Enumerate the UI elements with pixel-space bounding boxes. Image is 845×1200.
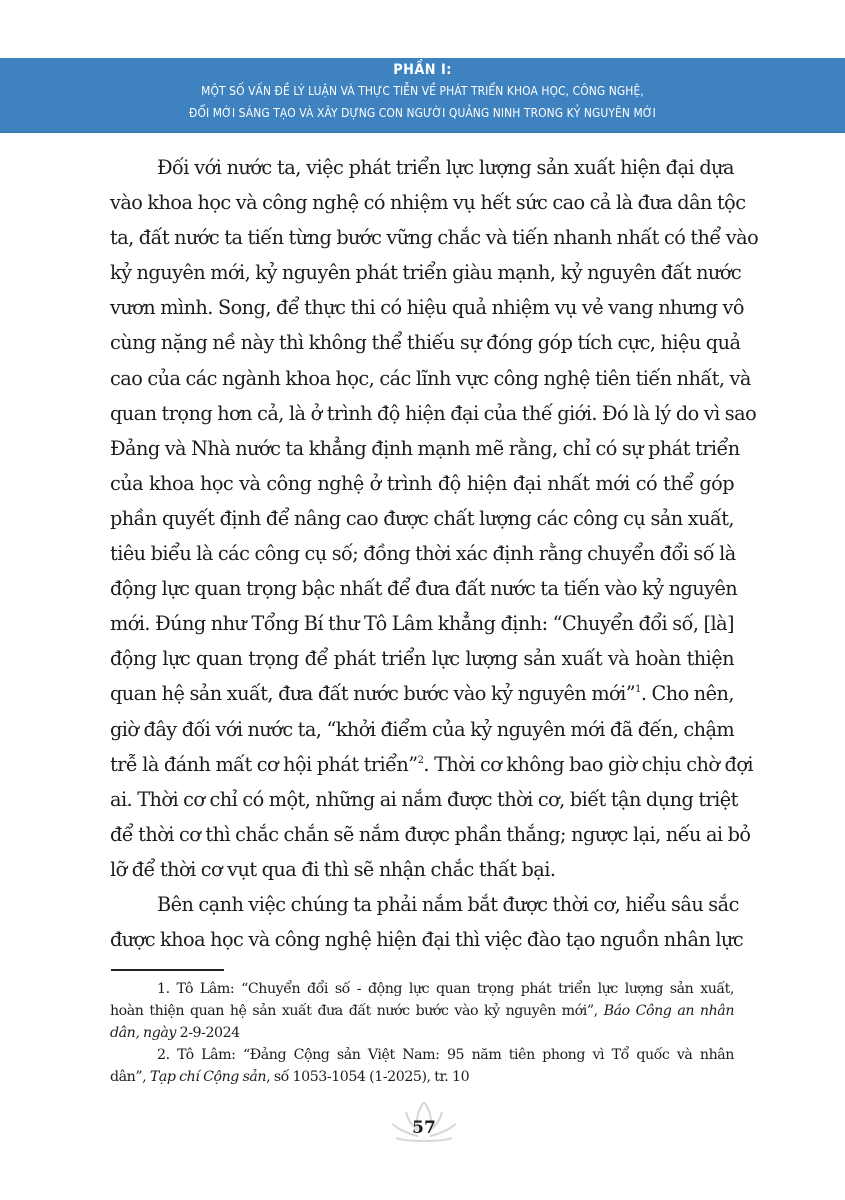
- text-line: mới. Đúng như Tổng Bí thư Tô Lâm khẳng định: “Chuyển đổi số, [là]: [110, 612, 734, 636]
- text-line: ta, đất nước ta tiến từng bước vững chắc và tiến nhanh nhất có thể vào: [110, 226, 759, 250]
- text-run: hoàn thiện quan hệ sản xuất đưa đất nước bước vào kỷ nguyên mới”,: [110, 1003, 604, 1019]
- source-title: dân, ngày: [110, 1025, 176, 1041]
- footnote-line: [110, 1066, 734, 1088]
- text-line: cao của các ngành khoa học, các lĩnh vực công nghệ tiên tiến nhất, và: [110, 366, 751, 390]
- source-title: Tạp chí Cộng sản: [149, 1069, 267, 1085]
- part-label: PHẦN I:: [393, 62, 452, 78]
- text-line: Đối với nước ta, việc phát triển lực lượng sản xuất hiện đại dựa: [157, 156, 734, 179]
- footnote-line: 1. Tô Lâm: “Chuyển đổi số - động lực quan trọng phát triển lực lượng sản xuất,: [157, 981, 734, 997]
- text-run: dân”,: [110, 1069, 150, 1085]
- text-line: quan trọng hơn cả, là ở trình độ hiện đại của thế giới. Đó là lý do vì sao: [110, 401, 757, 425]
- footnote-line: [110, 1000, 734, 1022]
- text-line: giờ đây đối với nước ta, “khởi điểm của kỷ nguyên mới đã đến, chậm: [110, 717, 735, 741]
- footnotes: [110, 978, 734, 1088]
- footnote-ref-2[interactable]: 2: [417, 754, 424, 766]
- text-line: phần quyết định để nâng cao được chất lượng các công cụ sản xuất,: [110, 506, 734, 530]
- footnote-separator: [111, 969, 224, 971]
- text-line: [110, 747, 754, 782]
- source-title: Báo Công an nhân: [603, 1003, 735, 1019]
- body-text: [110, 150, 759, 957]
- source-details: , số 1053-1054 (1-2025), tr. 10: [266, 1069, 470, 1085]
- text-line: cùng nặng nề này thì không thể thiếu sự đóng góp tích cực, hiệu quả: [110, 331, 741, 355]
- footnote-line: [110, 1022, 734, 1044]
- text-line: vươn mình. Song, để thực thi có hiệu quả nhiệm vụ vẻ vang nhưng vô: [110, 296, 744, 320]
- paragraph-2: [110, 887, 744, 957]
- footnote-2: [110, 1044, 734, 1088]
- text-line: lỡ để thời cơ vụt qua đi thì sẽ nhận chắc thất bại.: [110, 857, 556, 881]
- text-line: động lực quan trọng bậc nhất để đưa đất nước ta tiến vào kỷ nguyên: [110, 577, 738, 601]
- text-line: của khoa học và công nghệ ở trình độ hiện đại nhất mới có thể góp: [110, 471, 734, 495]
- footnote-line: 2. Tô Lâm: “Đảng Cộng sản Việt Nam: 95 năm tiên phong vì Tổ quốc và nhân: [157, 1047, 734, 1063]
- text-line: Bên cạnh việc chúng ta phải nắm bắt được thời cơ, hiểu sâu sắc: [157, 892, 739, 916]
- text-line: được khoa học và công nghệ hiện đại thì việc đào tạo nguồn nhân lực: [110, 928, 744, 952]
- text-line: vào khoa học và công nghệ có nhiệm vụ hết sức cao cả là đưa dân tộc: [110, 191, 746, 215]
- text-line: kỷ nguyên mới, kỷ nguyên phát triển giàu mạnh, kỷ nguyên đất nước: [110, 261, 742, 285]
- section-banner: [0, 58, 845, 133]
- text-run: . Thời cơ không bao giờ chịu chờ đợi: [423, 752, 754, 776]
- source-date: 2-9-2024: [175, 1025, 240, 1041]
- page-number: 57: [412, 1118, 436, 1138]
- footnote-1: [110, 978, 734, 1044]
- paragraph-1: [110, 150, 759, 887]
- section-subtitle-line2: ĐỔI MỚI SÁNG TẠO VÀ XÂY DỰNG CON NGƯỜI QUẢNG NINH TRONG KỶ NGUYÊN MỚI: [189, 106, 656, 120]
- text-run: quan hệ sản xuất, đưa đất nước bước vào kỷ nguyên mới”: [110, 682, 636, 706]
- text-line: tiêu biểu là các công cụ số; đồng thời xác định rằng chuyển đổi số là: [110, 542, 736, 566]
- text-line: để thời cơ thì chắc chắn sẽ nắm được phần thắng; ngược lại, nếu ai bỏ: [110, 822, 751, 846]
- section-subtitle-line1: MỘT SỐ VẤN ĐỀ LÝ LUẬN VÀ THỰC TIỄN VỀ PHÁT TRIỂN KHOA HỌC, CÔNG NGHỆ,: [201, 84, 644, 98]
- text-run: . Cho nên,: [640, 682, 734, 706]
- text-line: [110, 676, 734, 711]
- text-line: Đảng và Nhà nước ta khẳng định mạnh mẽ rằng, chỉ có sự phát triển: [110, 436, 740, 460]
- text-run: trễ là đánh mất cơ hội phát triển”: [110, 752, 418, 776]
- page-footer: [388, 1098, 460, 1146]
- footnote-ref-1[interactable]: 1: [635, 684, 641, 696]
- text-line: động lực quan trọng để phát triển lực lượng sản xuất và hoàn thiện: [110, 647, 734, 671]
- text-line: ai. Thời cơ chỉ có một, những ai nắm được thời cơ, biết tận dụng triệt: [110, 787, 738, 811]
